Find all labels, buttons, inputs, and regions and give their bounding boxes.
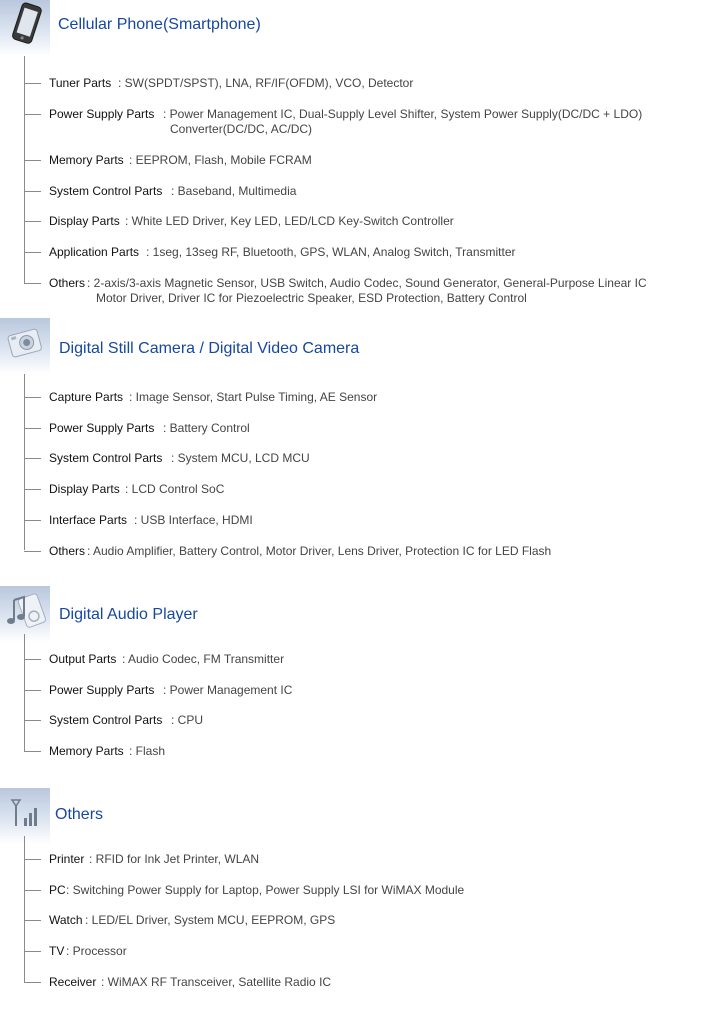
tree-branch — [24, 859, 41, 860]
list-item — [24, 652, 704, 667]
list-item — [24, 421, 704, 436]
item-text: : SW(SPDT/SPST), LNA, RF/IF(OFDM), VCO, Detector — [118, 76, 414, 90]
item-text: : Power Management IC, Dual-Supply Level Shifter, System Power Supply(DC/DC + LDO) — [163, 107, 643, 121]
item-text: : 1seg, 13seg RF, Bluetooth, GPS, WLAN, Analog Switch, Transmitter — [146, 245, 516, 259]
item-text: : WiMAX RF Transceiver, Satellite Radio IC — [101, 975, 332, 989]
list-item — [24, 544, 704, 559]
item-text: : Power Management IC — [163, 683, 293, 697]
tree-branch — [24, 551, 41, 552]
smartphone-icon — [0, 0, 50, 56]
antenna-icon — [0, 788, 50, 844]
list-item — [24, 184, 704, 199]
list-item — [24, 153, 704, 168]
tree-branch — [24, 659, 41, 660]
item-text: : Audio Amplifier, Battery Control, Motor Driver, Lens Driver, Protection IC for LED Flash — [87, 544, 552, 558]
tree-branch — [24, 951, 41, 952]
item-text: : Audio Codec, FM Transmitter — [122, 652, 285, 666]
item-label: Watch — [49, 913, 83, 927]
item-label: System Control Parts — [49, 184, 163, 198]
list-item — [24, 683, 704, 698]
list-item — [24, 76, 704, 91]
item-label: TV — [49, 944, 65, 958]
item-label: Interface Parts — [49, 513, 128, 527]
list-item — [24, 451, 704, 466]
item-label: Others — [49, 544, 86, 558]
item-text: : EEPROM, Flash, Mobile FCRAM — [129, 153, 312, 167]
list-item — [24, 276, 704, 291]
list-item — [24, 944, 704, 959]
item-label: Memory Parts — [49, 744, 124, 758]
list-item — [24, 883, 704, 898]
item-label: System Control Parts — [49, 451, 163, 465]
list-item — [24, 482, 704, 497]
list-item — [24, 713, 704, 728]
section-title: Digital Audio Player — [59, 606, 198, 623]
item-text: : 2-axis/3-axis Magnetic Sensor, USB Switch, Audio Codec, Sound Generator, General-Purpose Linear IC — [87, 276, 647, 290]
section-digital-audio-player — [0, 586, 710, 766]
section-header — [0, 318, 710, 374]
item-label: Application Parts — [49, 245, 140, 259]
tree-branch — [24, 920, 41, 921]
item-label: Tuner Parts — [49, 76, 112, 90]
tree-branch — [24, 160, 41, 161]
list-item — [24, 913, 704, 928]
item-text: : Processor — [66, 944, 127, 958]
section-others — [0, 788, 710, 998]
section-header — [0, 586, 710, 642]
item-text: : System MCU, LCD MCU — [171, 451, 310, 465]
list-item — [24, 245, 704, 260]
item-label: System Control Parts — [49, 713, 163, 727]
item-label: Capture Parts — [49, 390, 124, 404]
list-item — [24, 107, 704, 122]
item-text: : RFID for Ink Jet Printer, WLAN — [89, 852, 260, 866]
item-text: : LCD Control SoC — [125, 482, 225, 496]
item-label: Receiver — [49, 975, 97, 989]
tree-branch — [24, 690, 41, 691]
item-text: : USB Interface, HDMI — [134, 513, 253, 527]
item-text-continued: Motor Driver, Driver IC for Piezoelectric Speaker, ESD Protection, Battery Control — [96, 291, 527, 305]
tree-branch — [24, 751, 41, 752]
item-label: Power Supply Parts — [49, 683, 155, 697]
list-item — [24, 390, 704, 405]
tree-branch — [24, 221, 41, 222]
section-header — [0, 788, 710, 844]
item-label: Display Parts — [49, 214, 120, 228]
tree-branch — [24, 252, 41, 253]
item-text: : Baseband, Multimedia — [171, 184, 297, 198]
item-text: : Switching Power Supply for Laptop, Power Supply LSI for WiMAX Module — [66, 883, 465, 897]
list-item — [24, 852, 704, 867]
item-text: : White LED Driver, Key LED, LED/LCD Key-Switch Controller — [125, 214, 454, 228]
item-label: Memory Parts — [49, 153, 124, 167]
tree-branch — [24, 191, 41, 192]
tree-branch — [24, 397, 41, 398]
tree-branch — [24, 428, 41, 429]
tree-branch — [24, 982, 41, 983]
item-text: : CPU — [171, 713, 204, 727]
item-label: Others — [49, 276, 86, 290]
item-label: Printer — [49, 852, 85, 866]
item-text: : Battery Control — [163, 421, 250, 435]
tree-branch — [24, 890, 41, 891]
item-text: : Flash — [129, 744, 166, 758]
item-text: : Image Sensor, Start Pulse Timing, AE Sensor — [129, 390, 378, 404]
music-note-icon — [0, 586, 50, 642]
section-cellular-phone — [0, 0, 710, 310]
tree-branch — [24, 520, 41, 521]
section-title: Digital Still Camera / Digital Video Camera — [59, 340, 360, 357]
item-label: PC — [49, 883, 66, 897]
item-text: : LED/EL Driver, System MCU, EEPROM, GPS — [85, 913, 336, 927]
section-digital-camera — [0, 318, 710, 568]
item-label: Output Parts — [49, 652, 117, 666]
section-title: Cellular Phone(Smartphone) — [58, 16, 261, 33]
list-item — [24, 975, 704, 990]
item-label: Power Supply Parts — [49, 107, 155, 121]
list-item — [24, 513, 704, 528]
camera-icon — [0, 318, 50, 374]
item-label: Display Parts — [49, 482, 120, 496]
section-title: Others — [55, 806, 104, 823]
list-item — [24, 214, 704, 229]
list-item — [24, 744, 704, 759]
item-label: Power Supply Parts — [49, 421, 155, 435]
section-header — [0, 0, 710, 56]
tree-branch — [24, 458, 41, 459]
tree-branch — [24, 489, 41, 490]
tree-branch — [24, 283, 41, 284]
item-text-continued: Converter(DC/DC, AC/DC) — [170, 122, 313, 136]
tree-branch — [24, 720, 41, 721]
tree-branch — [24, 114, 41, 115]
tree-branch — [24, 83, 41, 84]
